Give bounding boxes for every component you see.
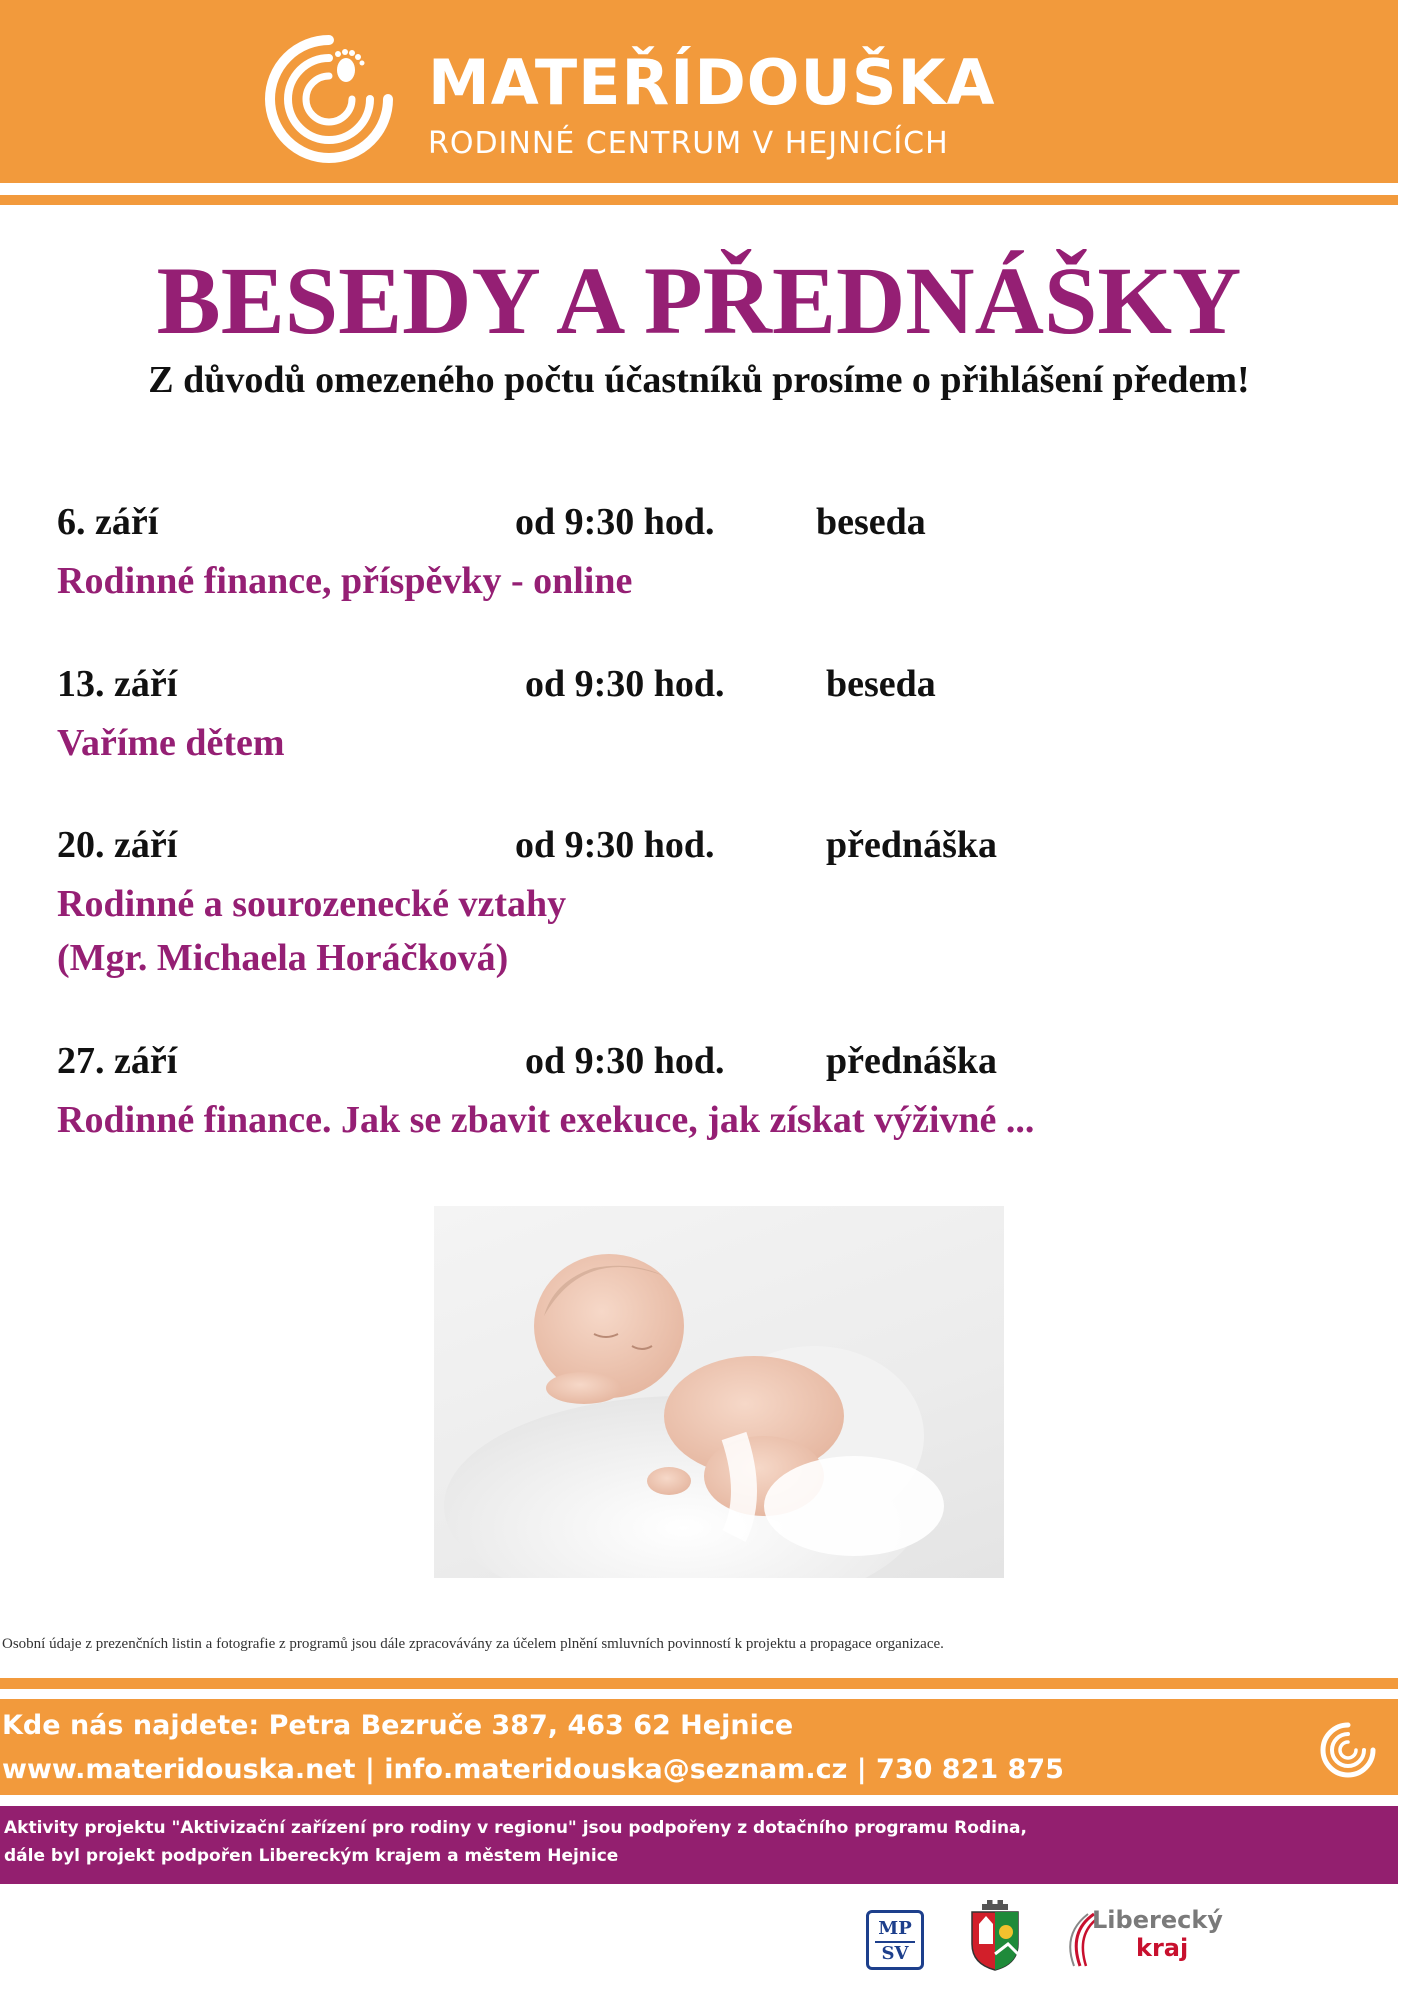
event-date: 6. září [57,501,159,543]
event-lecturer: (Mgr. Michaela Horáčková) [57,937,509,979]
spiral-logo-icon [1318,1720,1378,1780]
registration-notice: Z důvodů omezeného počtu účastníků prosíme o přihlášení předem! [148,359,1250,401]
sleeping-baby-photo [434,1206,1004,1578]
event-type: beseda [816,501,926,543]
event-item [57,1039,1357,1147]
event-time: od 9:30 hod. [515,824,715,866]
event-type: beseda [826,663,936,705]
footer-contacts: www.materidouska.net | info.materidouska@seznam.cz | 730 821 875 [2,1754,1064,1785]
brand-subtitle: RODINNÉ CENTRUM V HEJNICÍCH [428,126,949,161]
event-time: od 9:30 hod. [525,1040,725,1082]
page-title: BESEDY A PŘEDNÁŠKY [156,247,1242,354]
event-time: od 9:30 hod. [515,501,715,543]
event-topic: Rodinné finance. Jak se zbavit exekuce, jak získat výživné ... [57,1099,1035,1141]
funding-line: dále byl projekt podpořen Libereckým krajem a městem Hejnice [4,1846,619,1866]
event-topic: Rodinné a sourozenecké vztahy [57,883,567,925]
event-item [57,500,1357,608]
mpsv-logo-bottom: SV [881,1943,909,1964]
event-date: 20. září [57,824,178,866]
event-item [57,662,1357,770]
footer-divider [0,1678,1398,1689]
event-date: 27. září [57,1040,178,1082]
spiral-footprint-logo-icon [258,28,400,170]
liberecky-kraj-logo [1064,1906,1223,1972]
funding-line: Aktivity projektu "Aktivizační zařízení pro rodiny v regionu" jsou podpořeny z dotačního programu Rodina, [4,1818,1027,1838]
header-divider [0,195,1398,205]
event-topic: Vaříme dětem [57,722,285,764]
event-date: 13. září [57,663,178,705]
hejnice-coat-of-arms-icon [968,1898,1022,1972]
mpsv-logo-top: MP [878,1918,912,1939]
event-item [57,823,1357,985]
event-type: přednáška [826,1040,998,1082]
privacy-disclaimer: Osobní údaje z prezenčních listin a fotografie z programů jsou dále zpracovávány za účelem plnění smluvních povinností k projektu a propagace organizace. [2,1636,944,1652]
event-type: přednáška [826,824,998,866]
event-topic: Rodinné finance, příspěvky - online [57,560,633,602]
mpsv-logo-icon [866,1910,924,1970]
funding-statement [4,1814,1027,1870]
event-time: od 9:30 hod. [525,663,725,705]
footer-address: Kde nás najdete: Petra Bezruče 387, 463 62 Hejnice [2,1710,794,1741]
kraj-name-line1: Liberecký [1092,1906,1223,1934]
brand-name: MATEŘÍDOUŠKA [428,46,996,119]
kraj-name-line2: kraj [1136,1934,1189,1962]
